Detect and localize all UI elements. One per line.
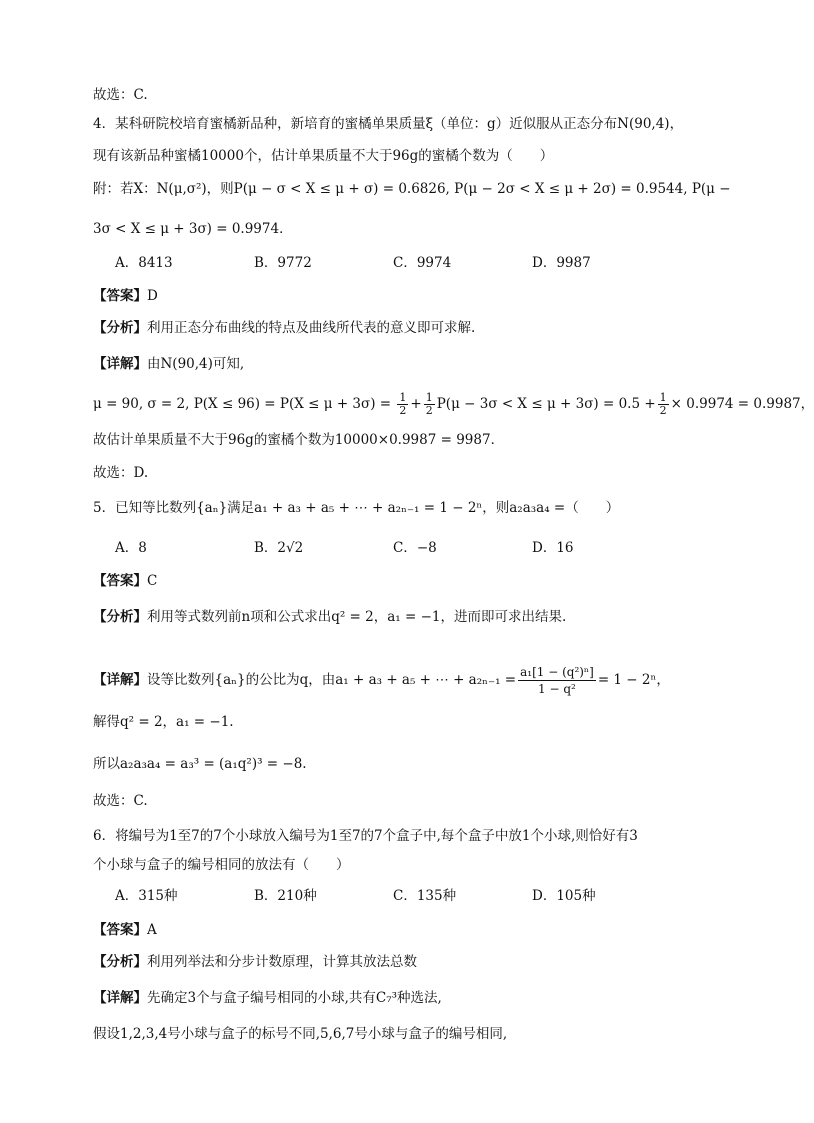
q4-options: [115, 253, 671, 273]
q5-detail-line-3: 所以a₂a₃a₄ = a₃³ = (a₁q²)³ = −8.: [93, 756, 307, 772]
q4-choose-line: 故选：D.: [93, 465, 149, 481]
fraction-half-1: $\frac{1}{2}$: [399, 391, 407, 417]
q5-analysis-line: [93, 607, 566, 627]
q5-detail-1b: = 1 − 2ⁿ，: [597, 672, 670, 688]
q5-choose-line: 故选：C.: [93, 793, 148, 809]
q6-option-c: C．135种: [393, 888, 457, 904]
detail-label: 【详解】: [93, 356, 147, 372]
q5-option-a: A．8: [115, 540, 147, 556]
q3-choose-line: 故选：C.: [93, 87, 148, 103]
q4-analysis: 利用正态分布曲线的特点及曲线所代表的意义即可求解.: [147, 320, 476, 336]
q6-option-b: B．210种: [254, 888, 317, 904]
q4-detail-1: 由N(90,4)可知,: [147, 356, 245, 372]
q4-note-line-1: 附：若X：N(μ,σ²)，则P(μ − σ < X ≤ μ + σ) = 0.6826, P(μ − 2σ < X ≤ μ + 2σ) = 0.9544, P(μ −: [93, 181, 731, 197]
q5-detail-line-2: 解得q² = 2，a₁ = −1.: [93, 714, 234, 730]
q5-options: [115, 538, 671, 558]
q4-answer: D: [147, 288, 158, 304]
q6-stem-line-1: 6．将编号为1至7的7个小球放入编号为1至7的7个盒子中,每个盒子中放1个小球,则恰好有3: [93, 828, 638, 844]
q5-analysis: 利用等式数列前n项和公式求出q² = 2，a₁ = −1，进而即可求出结果.: [147, 609, 567, 625]
detail-label: 【详解】: [93, 990, 147, 1006]
q6-option-d: D．105种: [532, 888, 596, 904]
fraction-half-3: $\frac{1}{2}$: [659, 391, 667, 417]
q4-detail-line-3: 故估计单果质量不大于96g的蜜橘个数为10000×0.9987 = 9987．: [93, 432, 505, 448]
q5-detail-1a: 设等比数列{aₙ}的公比为q，由a₁ + a₃ + a₅ + ⋯ + a₂ₙ₋₁ =: [147, 672, 517, 688]
answer-label: 【答案】: [93, 288, 147, 304]
q5-option-c: C．−8: [393, 540, 437, 556]
q6-options: [115, 886, 671, 906]
detail-label: 【详解】: [93, 672, 147, 688]
answer-label: 【答案】: [93, 573, 147, 589]
q5-detail-line-1: [93, 664, 670, 697]
q6-answer-line: [93, 920, 157, 940]
q6-stem-line-2: 个小球与盒子的编号相同的放法有（ ）: [93, 857, 350, 873]
q4-note-line-2: 3σ < X ≤ μ + 3σ) = 0.9974．: [93, 221, 293, 237]
q5-stem-line: 5．已知等比数列{aₙ}满足a₁ + a₃ + a₅ + ⋯ + a₂ₙ₋₁ = 1 − 2ⁿ，则a₂a₃a₄ =（ ）: [93, 500, 620, 516]
q5-answer-line: [93, 571, 157, 591]
q4-detail-2a: μ = 90, σ = 2, P(X ≤ 96) = P(X ≤ μ + 3σ) =: [93, 396, 392, 412]
analysis-label: 【分析】: [93, 609, 147, 625]
q4-option-d: D．9987: [532, 255, 591, 271]
q4-option-c: C．9974: [393, 255, 452, 271]
q6-analysis-line: [93, 952, 417, 972]
q4-option-a: A．8413: [115, 255, 173, 271]
answer-label: 【答案】: [93, 922, 147, 938]
q4-detail-2b: P(μ − 3σ < X ≤ μ + 3σ) = 0.5 +: [436, 396, 656, 412]
q6-detail-line-2: 假设1,2,3,4号小球与盒子的标号不同,5,6,7号小球与盒子的编号相同,: [93, 1026, 508, 1042]
q4-answer-line: [93, 286, 158, 306]
q4-detail-2c: × 0.9974 = 0.9987，: [670, 396, 814, 412]
fraction-geometric-sum: $\frac{\text{a₁[1 − (q²)ⁿ]}}{\text{1 − q²}}$: [520, 665, 594, 696]
q5-answer: C: [147, 573, 158, 589]
analysis-label: 【分析】: [93, 954, 147, 970]
q6-detail-1: 先确定3个与盒子编号相同的小球,共有C₇³种选法,: [147, 990, 442, 1006]
q6-analysis: 利用列举法和分步计数原理，计算其放法总数: [147, 954, 417, 970]
q4-stem-line-1: 4．某科研院校培育蜜橘新品种，新培育的蜜橘单果质量ξ（单位：g）近似服从正态分布N(90,4)，: [93, 116, 684, 132]
q5-option-b: B．2√2: [254, 540, 304, 556]
q6-detail-line-1: [93, 988, 442, 1008]
fraction-half-2: $\frac{1}{2}$: [425, 391, 433, 417]
q4-detail-line-1: [93, 354, 244, 374]
q4-stem-line-2: 现有该新品种蜜橘10000个，估计单果质量不大于96g的蜜橘个数为（ ）: [93, 148, 554, 164]
q4-detail-line-2: μ = 90, σ = 2, P(X ≤ 96) = P(X ≤ μ + 3σ) = $\frac{1}{2}$ + $\frac{1}{2}$ P(μ − 3σ < X ≤ μ + 3σ) = 0.5 + $\frac{1}{2}$ × 0.9974 = 0.9987，: [93, 391, 814, 417]
analysis-label: 【分析】: [93, 320, 147, 336]
q5-option-d: D．16: [532, 540, 574, 556]
q4-analysis-line: [93, 318, 475, 338]
q6-option-a: A．315种: [115, 888, 178, 904]
q4-option-b: B．9772: [254, 255, 312, 271]
q6-answer: A: [147, 922, 157, 938]
